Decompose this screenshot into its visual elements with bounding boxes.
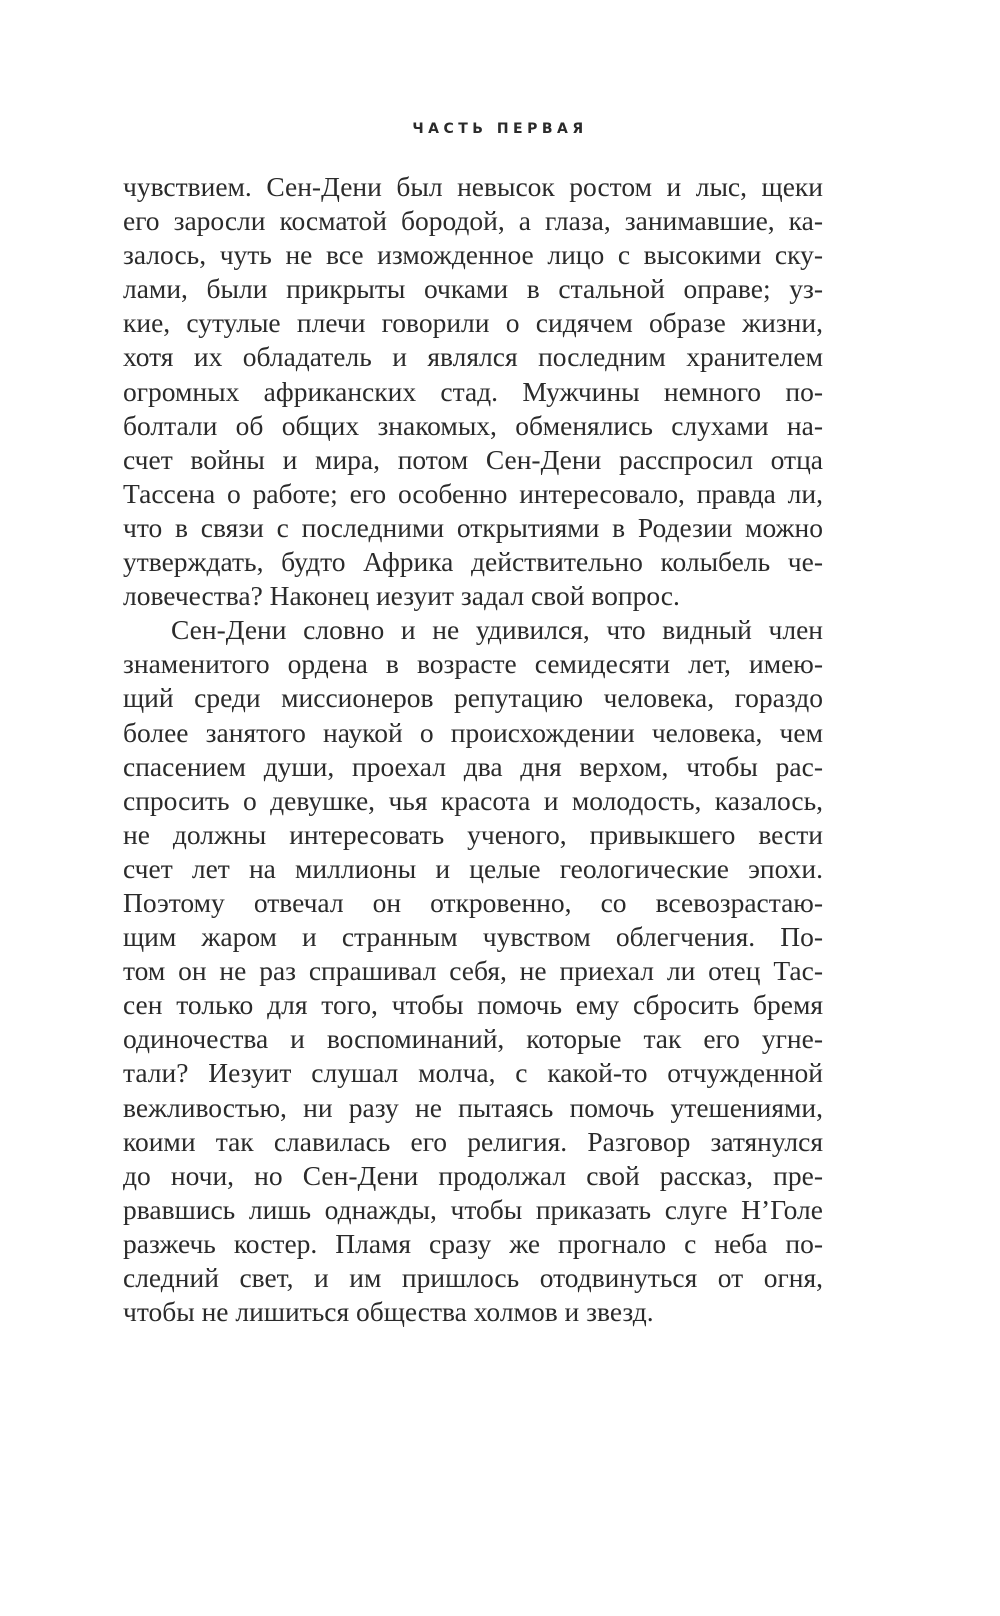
text-line: не должны интересовать ученого, привыкшего вести	[123, 818, 823, 850]
text-line: том он не раз спрашивал себя, не приехал ли отец Тас-	[123, 955, 823, 987]
text-line: утверждать, будто Африка действительно колыбель че-	[123, 546, 823, 578]
body-text	[123, 170, 823, 1329]
text-line: Сен-Дени словно и не удивился, что видный член	[171, 614, 823, 646]
text-line: болтали об общих знакомых, обменялись слухами на-	[123, 409, 823, 441]
text-line: сен только для того, чтобы помочь ему сбросить бремя	[123, 989, 823, 1021]
text-line: Тассена о работе; его особенно интересовало, правда ли,	[123, 477, 823, 509]
running-head: ЧАСТЬ ПЕРВАЯ	[412, 121, 588, 137]
text-line: рвавшись лишь однажды, чтобы приказать слуге Н’Голе	[123, 1193, 823, 1225]
text-line: хотя их обладатель и являлся последним хранителем	[123, 341, 823, 373]
text-line: спасением души, проехал два дня верхом, чтобы рас-	[123, 750, 823, 782]
text-line: щим жаром и странным чувством облегчения. По-	[123, 921, 823, 953]
text-line: лами, были прикрыты очками в стальной оправе; уз-	[123, 273, 823, 305]
text-line: до ночи, но Сен-Дени продолжал свой рассказ, пре-	[123, 1159, 823, 1191]
text-line: коими так славилась его религия. Разговор затянулся	[123, 1125, 823, 1157]
text-line: спросить о девушке, чья красота и молодость, казалось,	[123, 784, 823, 816]
text-line: следний свет, и им пришлось отодвинуться от огня,	[123, 1262, 823, 1293]
text-line: вежливостью, ни разу не пытаясь помочь утешениями,	[123, 1091, 823, 1123]
text-line: одиночества и воспоминаний, которые так его угне-	[123, 1023, 823, 1055]
text-line: чувствием. Сен-Дени был невысок ростом и лыс, щеки	[123, 171, 823, 202]
text-line: чтобы не лишиться общества холмов и звезд.	[123, 1296, 654, 1328]
paragraph-1	[123, 170, 823, 613]
text-line: разжечь костер. Пламя сразу же прогнало с неба по-	[123, 1227, 823, 1259]
text-line: огромных африканских стад. Мужчины немного по-	[123, 375, 823, 407]
text-line: залось, чуть не все изможденное лицо с высокими ску-	[123, 239, 823, 271]
text-line: знаменитого ордена в возрасте семидесяти лет, имею-	[123, 648, 823, 680]
text-line: его заросли косматой бородой, а глаза, занимавшие, ка-	[123, 205, 823, 237]
text-line: кие, сутулые плечи говорили о сидячем образе жизни,	[123, 307, 823, 339]
text-line: щий среди миссионеров репутацию человека, гораздо	[123, 682, 823, 714]
text-line: что в связи с последними открытиями в Родезии можно	[123, 511, 823, 543]
text-line: ловечества? Наконец иезуит задал свой вопрос.	[123, 580, 680, 612]
text-line: Поэтому отвечал он откровенно, со всевозрастаю-	[123, 886, 823, 918]
text-line: счет лет на миллионы и целые геологические эпохи.	[123, 852, 823, 884]
paragraph-2	[123, 613, 823, 1329]
text-line: счет войны и мира, потом Сен-Дени расспросил отца	[123, 443, 823, 475]
text-line: более занятого наукой о происхождении человека, чем	[123, 716, 823, 748]
text-line: тали? Иезуит слушал молча, с какой-то отчужденной	[123, 1057, 823, 1089]
